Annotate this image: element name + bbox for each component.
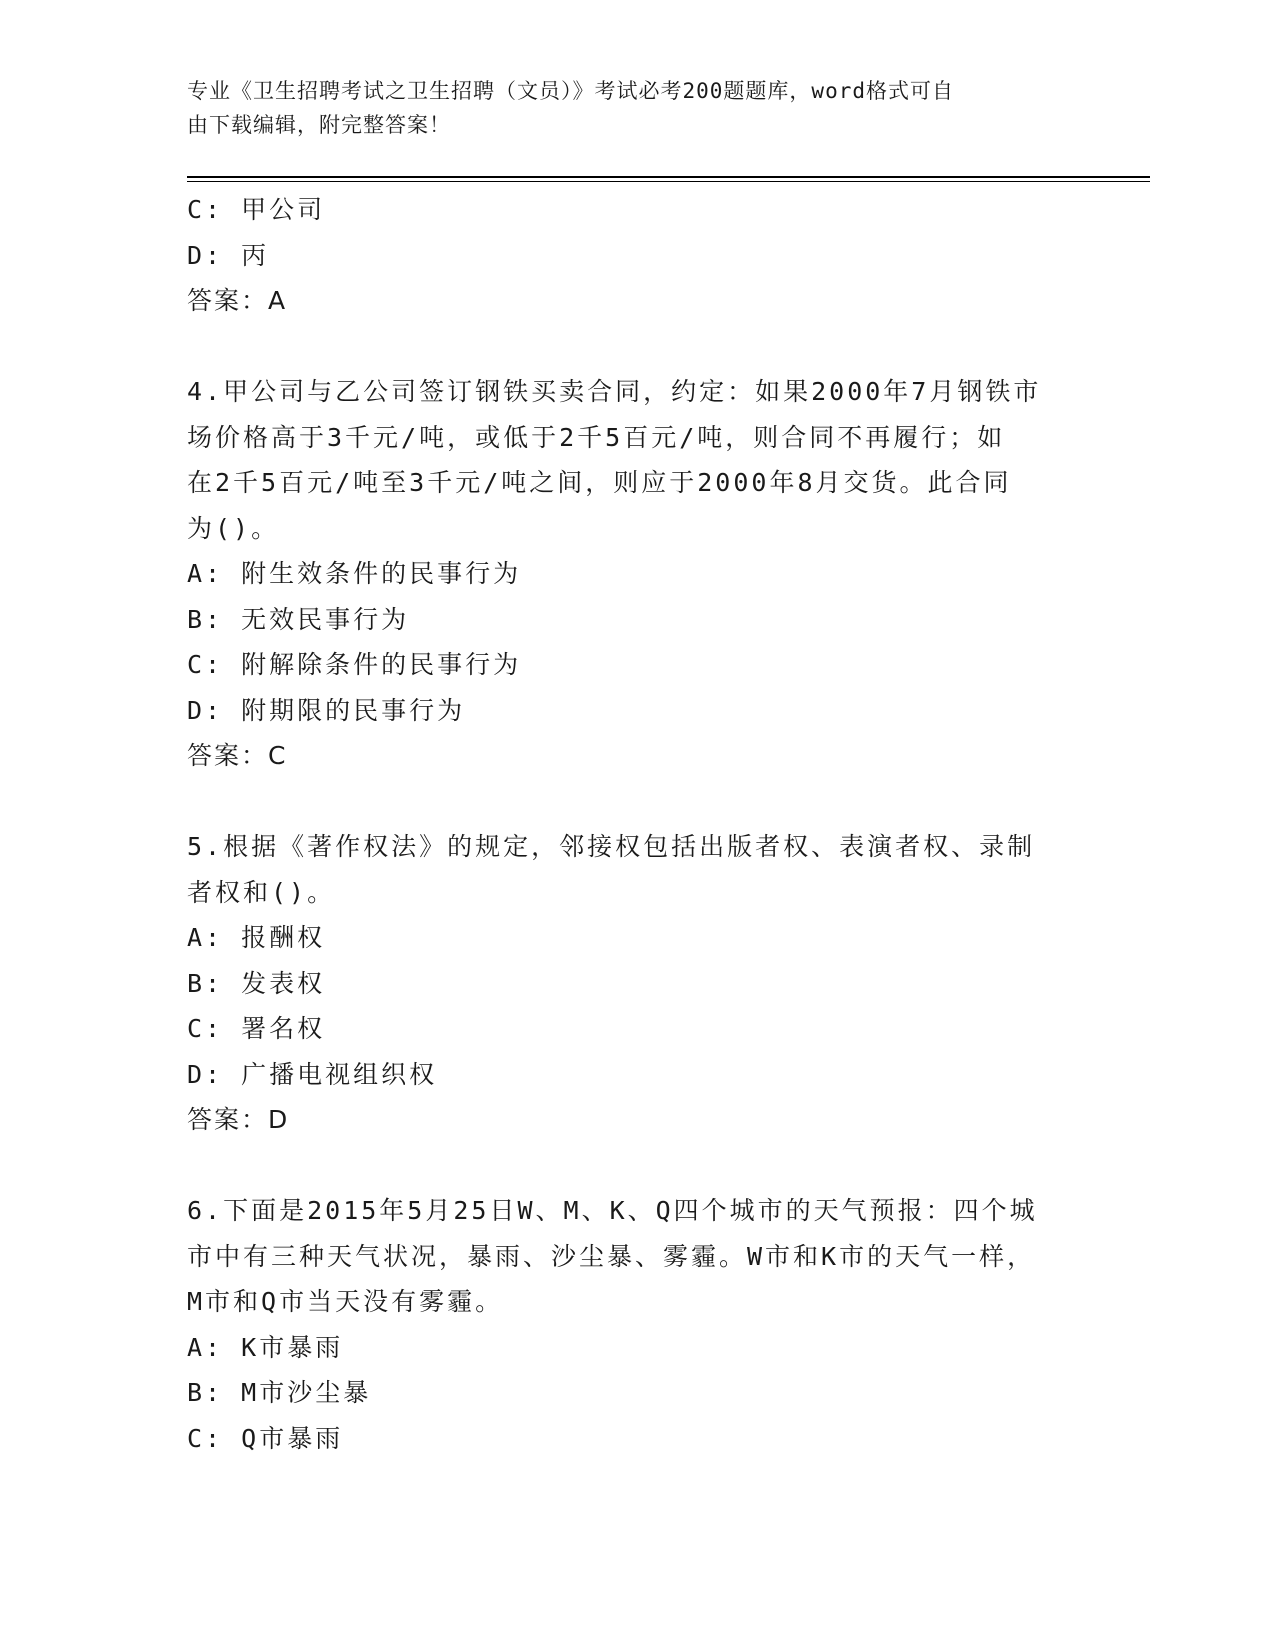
question-5 xyxy=(187,824,1067,1143)
q5-stem-line: 5.根据《著作权法》的规定，邻接权包括出版者权、表演者权、录制 xyxy=(187,832,1036,861)
question-6 xyxy=(187,1188,1067,1461)
q4-option-d: D: 附期限的民事行为 xyxy=(187,695,466,725)
q6-stem-line: 市中有三种天气状况，暴雨、沙尘暴、雾霾。W市和K市的天气一样， xyxy=(187,1241,1036,1271)
q3-answer: 答案：A xyxy=(187,286,288,315)
q5-answer: 答案：D xyxy=(187,1105,290,1134)
q6-option-a: A: K市暴雨 xyxy=(187,1332,344,1362)
q5-option-c: C: 署名权 xyxy=(187,1014,326,1043)
spacer xyxy=(187,324,1067,370)
q5-option-a: A: 报酬权 xyxy=(187,923,326,952)
q5-stem-line: 者权和()。 xyxy=(187,877,336,907)
header-line-1: 专业《卫生招聘考试之卫生招聘（文员）》考试必考200题题库，word格式可自 xyxy=(187,79,954,103)
q4-stem-line: 为()。 xyxy=(187,513,280,543)
q3-option-c: C: 甲公司 xyxy=(187,195,326,224)
document-header xyxy=(187,74,1067,142)
header-line-2: 由下载编辑，附完整答案！ xyxy=(187,113,451,137)
spacer xyxy=(187,779,1067,825)
q6-stem-line: M市和Q市当天没有雾霾。 xyxy=(187,1287,504,1316)
q5-option-b: B: 发表权 xyxy=(187,968,326,998)
q4-option-c: C: 附解除条件的民事行为 xyxy=(187,650,522,679)
q6-option-c: C: Q市暴雨 xyxy=(187,1423,344,1453)
question-4 xyxy=(187,369,1067,779)
q5-option-d: D: 广播电视组织权 xyxy=(187,1059,438,1089)
header-rule-thin xyxy=(187,181,1150,182)
question-content xyxy=(187,187,1067,1461)
q4-stem-line: 在2千5百元/吨至3千元/吨之间，则应于2000年8月交货。此合同 xyxy=(187,468,1012,497)
q3-option-d: D: 丙 xyxy=(187,240,270,270)
q4-stem-line: 4.甲公司与乙公司签订钢铁买卖合同，约定：如果2000年7月钢铁市 xyxy=(187,377,1042,406)
q4-option-b: B: 无效民事行为 xyxy=(187,604,410,634)
q4-stem-line: 场价格高于3千元/吨，或低于2千5百元/吨，则合同不再履行；如 xyxy=(187,422,1006,452)
header-rule-thick xyxy=(187,176,1150,178)
question-3-tail xyxy=(187,187,1067,324)
spacer xyxy=(187,1143,1067,1189)
q6-option-b: B: M市沙尘暴 xyxy=(187,1378,372,1407)
q6-stem-line: 6.下面是2015年5月25日W、M、K、Q四个城市的天气预报：四个城 xyxy=(187,1196,1038,1225)
q4-option-a: A: 附生效条件的民事行为 xyxy=(187,559,522,588)
q4-answer: 答案：C xyxy=(187,741,288,770)
